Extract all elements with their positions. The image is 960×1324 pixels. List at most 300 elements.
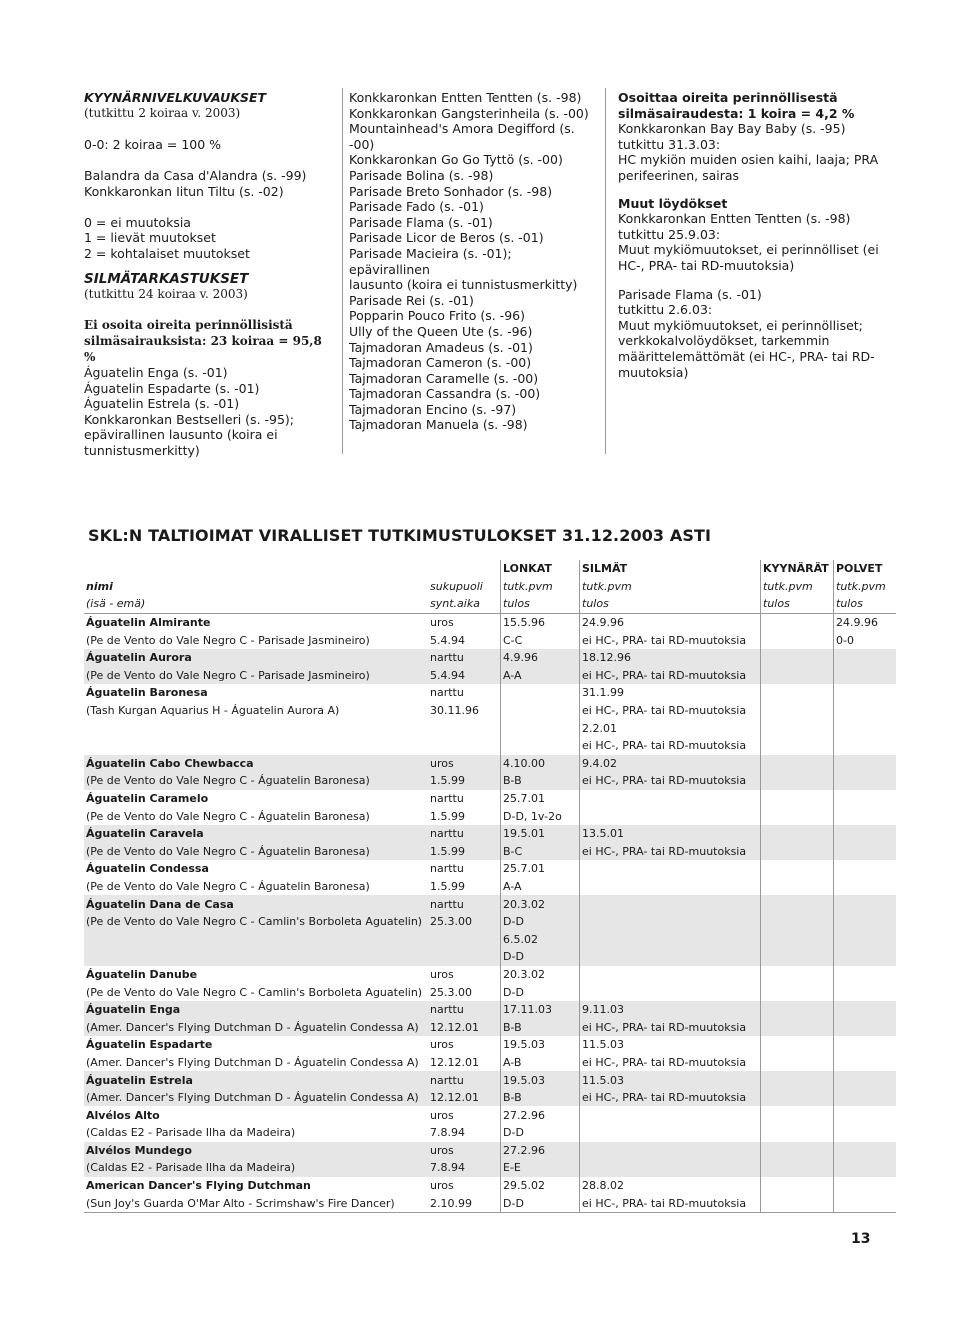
- table-cell: [834, 1177, 897, 1195]
- table-cell: [761, 684, 834, 702]
- table-cell: [834, 1194, 897, 1212]
- table-cell: D-D: [501, 1124, 580, 1142]
- table-row: [84, 1159, 896, 1177]
- affected-heading: silmäsairaudesta: 1 koira = 4,2 %: [618, 105, 855, 121]
- table-cell: Águatelin Dana de Casa: [86, 897, 234, 911]
- table-row: [84, 1001, 896, 1019]
- table-cell: 24.9.96: [834, 613, 897, 631]
- header-cell: LONKAT: [501, 560, 580, 578]
- table-cell: [761, 878, 834, 896]
- elbow-stat: 0-0: 2 koiraa = 100 %: [84, 136, 222, 152]
- table-cell: uros: [430, 1038, 454, 1052]
- eye-dog: Konkkaronkan Go Go Tyttö (s. -00): [349, 152, 563, 168]
- column-2: [349, 90, 589, 433]
- table-row: [84, 948, 896, 966]
- table-cell: 27.2.96: [501, 1106, 580, 1124]
- page-number: 13: [851, 1231, 871, 1247]
- table-row: [84, 649, 896, 667]
- header-cell: synt.aika: [430, 597, 480, 611]
- table-row: [84, 1036, 896, 1054]
- table-cell: (Caldas E2 - Parisade Ilha da Madeira): [86, 1161, 296, 1175]
- table-header-row: [84, 578, 896, 596]
- table-cell: 19.5.03: [501, 1036, 580, 1054]
- table-cell: Águatelin Espadarte: [86, 1038, 213, 1052]
- table-cell: [761, 1001, 834, 1019]
- eye-dog: Konkkaronkan Bestselleri (s. -95);: [84, 411, 295, 427]
- table-cell: ei HC-, PRA- tai RD-muutoksia: [580, 737, 761, 755]
- table-cell: [761, 843, 834, 861]
- header-cell: tutk.pvm: [834, 578, 897, 596]
- eye-dog: lausunto (koira ei tunnistusmerkitty): [349, 277, 578, 293]
- table-cell: [834, 843, 897, 861]
- elbow-subheading: (tutkittu 2 koiraa v. 2003): [84, 105, 241, 120]
- table-cell: 18.12.96: [580, 649, 761, 667]
- table-cell: D-D, 1v-2o: [501, 807, 580, 825]
- header-cell: tulos: [834, 595, 897, 613]
- eye-dog: Mountainhead's Amora Degifford (s. -00): [349, 121, 575, 152]
- column-divider: [342, 88, 343, 454]
- eye-dog: Tajmadoran Caramelle (s. -00): [349, 370, 539, 386]
- table-cell: [761, 1124, 834, 1142]
- table-cell: 12.12.01: [430, 1091, 479, 1105]
- header-cell: POLVET: [834, 560, 897, 578]
- eye-dog: Parisade Licor de Beros (s. -01): [349, 230, 544, 246]
- table-cell: [428, 948, 501, 966]
- table-row: [84, 1089, 896, 1107]
- table-cell: [761, 755, 834, 773]
- eye-dog: Parisade Rei (s. -01): [349, 292, 474, 308]
- eye-dog: Tajmadoran Cassandra (s. -00): [349, 386, 541, 402]
- table-cell: 6.5.02: [501, 930, 580, 948]
- elbow-dog: Balandra da Casa d'Alandra (s. -99): [84, 167, 307, 183]
- table-cell: [834, 825, 897, 843]
- table-cell: [761, 1018, 834, 1036]
- table-cell: C-C: [501, 631, 580, 649]
- table-row: [84, 1194, 896, 1212]
- table-cell: [580, 913, 761, 931]
- table-cell: [834, 948, 897, 966]
- table-cell: [834, 1159, 897, 1177]
- table-cell: 12.12.01: [430, 1055, 479, 1069]
- table-cell: Águatelin Caramelo: [86, 792, 209, 806]
- table-cell: [834, 790, 897, 808]
- table-cell: uros: [428, 613, 501, 631]
- elbow-heading: KYYNÄRNIVELKUVAUKSET: [84, 90, 267, 105]
- table-row: [84, 1054, 896, 1072]
- eye-dog: Tajmadoran Manuela (s. -98): [349, 417, 528, 433]
- eye-dog: Parisade Macieira (s. -01); epävirallinen: [349, 245, 512, 277]
- table-cell: [84, 719, 428, 737]
- header-cell: (isä - emä): [86, 597, 146, 611]
- table-cell: A-A: [501, 878, 580, 896]
- table-cell: [761, 948, 834, 966]
- legend-line: 0 = ei muutoksia: [84, 214, 191, 230]
- table-cell: 7.8.94: [430, 1161, 465, 1175]
- table-cell: [761, 983, 834, 1001]
- finding-line: Parisade Flama (s. -01): [618, 286, 762, 302]
- table-cell: narttu: [430, 897, 464, 911]
- column-1: [84, 90, 328, 459]
- table-cell: American Dancer's Flying Dutchman: [86, 1179, 311, 1193]
- table-cell: narttu: [430, 651, 464, 665]
- table-row: [84, 913, 896, 931]
- table-cell: 12.12.01: [430, 1020, 479, 1034]
- table-cell: A-B: [501, 1054, 580, 1072]
- table-cell: 20.3.02: [501, 966, 580, 984]
- table-cell: narttu: [430, 827, 464, 841]
- table-cell: 1.5.99: [430, 879, 465, 893]
- table-cell: [761, 667, 834, 685]
- table-cell: ei HC-, PRA- tai RD-muutoksia: [580, 702, 761, 720]
- table-cell: Águatelin Caravela: [86, 827, 204, 841]
- finding-line: tutkittu 31.3.03:: [618, 136, 721, 152]
- eye-dog: Águatelin Enga (s. -01): [84, 365, 228, 381]
- table-cell: [580, 1106, 761, 1124]
- header-cell: SILMÄT: [580, 560, 761, 578]
- table-cell: (Amer. Dancer's Flying Dutchman D - Águatelin Condessa A): [86, 1091, 419, 1105]
- table-cell: [834, 930, 897, 948]
- other-findings-heading: Muut löydökset: [618, 195, 728, 211]
- table-cell: [761, 1177, 834, 1195]
- table-cell: [580, 983, 761, 1001]
- table-cell: uros: [430, 1108, 454, 1122]
- table-row: [84, 930, 896, 948]
- table-cell: ei HC-, PRA- tai RD-muutoksia: [580, 843, 761, 861]
- table-row: [84, 983, 896, 1001]
- eye-dog: epävirallinen lausunto (koira ei: [84, 427, 278, 443]
- table-cell: [761, 1142, 834, 1160]
- eye-dog: Parisade Bolina (s. -98): [349, 167, 494, 183]
- table-cell: [761, 895, 834, 913]
- table-cell: [834, 755, 897, 773]
- table-cell: [580, 860, 761, 878]
- table-row: [84, 1071, 896, 1089]
- finding-line: tutkittu 2.6.03:: [618, 302, 713, 318]
- table-row: [84, 772, 896, 790]
- table-cell: 25.7.01: [501, 790, 580, 808]
- table-cell: [580, 1159, 761, 1177]
- table-row: [84, 1106, 896, 1124]
- table-cell: [761, 930, 834, 948]
- table-cell: 29.5.02: [501, 1177, 580, 1195]
- header-cell: tutk.pvm: [501, 578, 580, 596]
- table-cell: [834, 1001, 897, 1019]
- finding-line: perifeerinen, sairas: [618, 167, 740, 183]
- table-cell: [580, 966, 761, 984]
- table-cell: B-B: [501, 1089, 580, 1107]
- table-cell: narttu: [430, 1003, 464, 1017]
- table-cell: [580, 807, 761, 825]
- table-cell: [834, 1089, 897, 1107]
- table-cell: D-D: [501, 1194, 580, 1212]
- table-cell: 4.9.96: [501, 649, 580, 667]
- table-cell: 1.5.99: [430, 844, 465, 858]
- table-cell: [834, 895, 897, 913]
- table-cell: narttu: [430, 1073, 464, 1087]
- table-cell: Águatelin Cabo Chewbacca: [86, 756, 254, 770]
- table-row: [84, 1177, 896, 1195]
- table-cell: [761, 807, 834, 825]
- table-cell: [761, 913, 834, 931]
- table-cell: 2.10.99: [428, 1194, 501, 1212]
- table-cell: Águatelin Estrela: [86, 1073, 193, 1087]
- table-cell: 20.3.02: [501, 895, 580, 913]
- table-row: [84, 755, 896, 773]
- table-row: [84, 966, 896, 984]
- table-row: [84, 843, 896, 861]
- table-cell: 24.9.96: [580, 613, 761, 631]
- table-cell: 7.8.94: [430, 1126, 465, 1140]
- finding-line: Konkkaronkan Entten Tentten (s. -98): [618, 211, 851, 227]
- table-row: [84, 684, 896, 702]
- table-cell: [834, 719, 897, 737]
- table-row: [84, 895, 896, 913]
- table-cell: [501, 719, 580, 737]
- legend-line: 2 = kohtalaiset muutokset: [84, 245, 250, 261]
- table-cell: [84, 737, 428, 755]
- table-cell: 11.5.03: [580, 1036, 761, 1054]
- table-title: SKL:N TALTIOIMAT VIRALLISET TUTKIMUSTULOKSET 31.12.2003 ASTI: [88, 526, 712, 545]
- table-cell: ei HC-, PRA- tai RD-muutoksia: [580, 1089, 761, 1107]
- table-cell: [501, 702, 580, 720]
- table-cell: [834, 684, 897, 702]
- table-cell: [501, 684, 580, 702]
- table-cell: [84, 930, 428, 948]
- table-cell: A-A: [501, 667, 580, 685]
- table-cell: 25.3.00: [430, 985, 472, 999]
- eye-heading: SILMÄTARKASTUKSET: [84, 270, 249, 287]
- table-cell: 4.10.00: [501, 755, 580, 773]
- table-cell: (Amer. Dancer's Flying Dutchman D - Águatelin Condessa A): [86, 1020, 419, 1034]
- column-3: [618, 90, 880, 380]
- table-cell: [761, 702, 834, 720]
- table-cell: [834, 1036, 897, 1054]
- table-cell: 25.3.00: [430, 915, 472, 929]
- finding-line: HC mykiön muiden osien kaihi, laaja; PRA: [618, 152, 879, 168]
- header-cell: tulos: [761, 595, 834, 613]
- table-cell: [761, 772, 834, 790]
- table-cell: [84, 948, 428, 966]
- table-cell: [428, 737, 501, 755]
- table-cell: 2.2.01: [580, 719, 761, 737]
- table-cell: narttu: [430, 792, 464, 806]
- eye-dog: Parisade Flama (s. -01): [349, 214, 493, 230]
- table-cell: (Pe de Vento do Vale Negro C - Águatelin Baronesa): [86, 809, 370, 823]
- table-cell: 28.8.02: [580, 1177, 761, 1195]
- table-cell: Águatelin Almirante: [84, 613, 428, 631]
- table-row: [84, 737, 896, 755]
- eye-dog: Parisade Fado (s. -01): [349, 199, 484, 215]
- table-cell: ei HC-, PRA- tai RD-muutoksia: [580, 667, 761, 685]
- column-divider: [605, 88, 606, 454]
- table-header-row: [84, 595, 896, 613]
- table-row: [84, 860, 896, 878]
- finding-line: HC-, PRA- tai RD-muutoksia): [618, 257, 795, 273]
- table-cell: 5.4.94: [430, 668, 465, 682]
- table-cell: uros: [430, 1179, 454, 1193]
- table-cell: [761, 860, 834, 878]
- table-cell: ei HC-, PRA- tai RD-muutoksia: [580, 1054, 761, 1072]
- table-cell: [834, 702, 897, 720]
- eye-subheading: (tutkittu 24 koiraa v. 2003): [84, 287, 248, 302]
- table-cell: 15.5.96: [501, 613, 580, 631]
- table-cell: B-C: [501, 843, 580, 861]
- table-cell: (Sun Joy's Guarda O'Mar Alto - Scrimshaw's Fire Dancer): [84, 1194, 428, 1212]
- table-cell: [761, 966, 834, 984]
- table-cell: [834, 913, 897, 931]
- table-cell: [580, 895, 761, 913]
- header-cell: nimi: [86, 579, 113, 593]
- elbow-dog: Konkkaronkan Iitun Tiltu (s. -02): [84, 183, 284, 199]
- table-cell: [761, 649, 834, 667]
- table-cell: [834, 1142, 897, 1160]
- table-cell: 11.5.03: [580, 1071, 761, 1089]
- table-cell: (Pe de Vento do Vale Negro C - Parisade Jasmineiro): [86, 633, 370, 647]
- table-row: [84, 825, 896, 843]
- table-cell: [834, 667, 897, 685]
- table-cell: [834, 649, 897, 667]
- table-cell: 9.4.02: [580, 755, 761, 773]
- affected-heading: Osoittaa oireita perinnöllisestä: [618, 90, 838, 105]
- table-cell: 1.5.99: [430, 774, 465, 788]
- finding-line: muutoksia): [618, 364, 689, 380]
- table-cell: [834, 966, 897, 984]
- table-cell: [834, 1054, 897, 1072]
- eye-dog: Águatelin Estrela (s. -01): [84, 396, 240, 412]
- table-cell: (Pe de Vento do Vale Negro C - Camlin's Borboleta Aguatelin): [86, 985, 423, 999]
- table-cell: [580, 790, 761, 808]
- table-cell: uros: [430, 756, 454, 770]
- table-row: [84, 613, 896, 631]
- table-cell: E-E: [501, 1159, 580, 1177]
- table-cell: [761, 737, 834, 755]
- table-row: [84, 807, 896, 825]
- table-cell: [834, 1071, 897, 1089]
- table-cell: 17.11.03: [501, 1001, 580, 1019]
- table-cell: 5.4.94: [430, 633, 465, 647]
- table-cell: [761, 825, 834, 843]
- header-cell: tulos: [501, 595, 580, 613]
- finding-line: Konkkaronkan Bay Bay Baby (s. -95): [618, 121, 846, 137]
- eye-dog: Águatelin Espadarte (s. -01): [84, 380, 260, 396]
- table-cell: [761, 631, 834, 649]
- table-cell: 19.5.01: [501, 825, 580, 843]
- eye-dog: Konkkaronkan Gangsterinheila (s. -00): [349, 105, 589, 121]
- table-cell: [834, 983, 897, 1001]
- table-cell: ei HC-, PRA- tai RD-muutoksia: [580, 772, 761, 790]
- table-cell: [761, 1089, 834, 1107]
- finding-line: määrittelemättömät (ei HC-, PRA- tai RD-: [618, 348, 875, 364]
- table-cell: 1.5.99: [430, 809, 465, 823]
- table-cell: [761, 1159, 834, 1177]
- table-cell: [761, 1106, 834, 1124]
- finding-line: Muut mykiömuutokset, ei perinnölliset;: [618, 317, 863, 333]
- table-cell: [580, 930, 761, 948]
- table-cell: Alvélos Mundego: [86, 1143, 192, 1157]
- eye-dog: Popparin Pouco Frito (s. -96): [349, 308, 525, 324]
- table-cell: 13.5.01: [580, 825, 761, 843]
- table-cell: 0-0: [834, 631, 897, 649]
- eye-dog: Tajmadoran Encino (s. -97): [349, 401, 517, 417]
- table-cell: (Pe de Vento do Vale Negro C - Parisade Jasmineiro): [86, 668, 370, 682]
- table-cell: [580, 878, 761, 896]
- table-cell: 9.11.03: [580, 1001, 761, 1019]
- header-cell: [84, 560, 428, 578]
- table-cell: [761, 1071, 834, 1089]
- table-row: [84, 631, 896, 649]
- table-cell: [580, 1124, 761, 1142]
- table-cell: Águatelin Danube: [86, 967, 198, 981]
- table-cell: [761, 613, 834, 631]
- eye-stat-line: silmäsairauksista: 23 koiraa = 95,8 %: [84, 333, 322, 364]
- table-cell: [501, 737, 580, 755]
- table-cell: [834, 1106, 897, 1124]
- table-row: [84, 702, 896, 720]
- finding-line: verkkokalvolöydökset, tarkemmin: [618, 333, 830, 349]
- table-cell: 31.1.99: [580, 684, 761, 702]
- table-cell: B-B: [501, 772, 580, 790]
- eye-dog: Ully of the Queen Ute (s. -96): [349, 323, 533, 339]
- table-cell: [834, 860, 897, 878]
- table-cell: [428, 719, 501, 737]
- table-cell: (Pe de Vento do Vale Negro C - Águatelin Baronesa): [86, 844, 370, 858]
- table-cell: Águatelin Condessa: [86, 862, 209, 876]
- table-cell: ei HC-, PRA- tai RD-muutoksia: [580, 631, 761, 649]
- eye-dog: tunnistusmerkitty): [84, 443, 200, 459]
- table-row: [84, 1142, 896, 1160]
- table-row: [84, 878, 896, 896]
- table-cell: (Caldas E2 - Parisade Ilha da Madeira): [86, 1126, 296, 1140]
- table-cell: [834, 737, 897, 755]
- table-cell: D-D: [501, 983, 580, 1001]
- table-cell: [834, 1124, 897, 1142]
- table-cell: uros: [430, 967, 454, 981]
- table-row: [84, 790, 896, 808]
- table-cell: (Pe de Vento do Vale Negro C - Águatelin Baronesa): [86, 774, 370, 788]
- table-cell: 30.11.96: [430, 704, 479, 718]
- results-table: [84, 560, 896, 1213]
- table-cell: [834, 1018, 897, 1036]
- table-cell: [428, 930, 501, 948]
- table-cell: (Pe de Vento do Vale Negro C - Camlin's Borboleta Aguatelin): [86, 915, 423, 929]
- eye-dog: Tajmadoran Amadeus (s. -01): [349, 339, 533, 355]
- table-row: [84, 1124, 896, 1142]
- eye-dog: Parisade Breto Sonhador (s. -98): [349, 183, 553, 199]
- table-cell: [834, 878, 897, 896]
- table-cell: Águatelin Aurora: [86, 651, 192, 665]
- table-cell: ei HC-, PRA- tai RD-muutoksia: [580, 1194, 761, 1212]
- table-cell: [580, 948, 761, 966]
- header-cell: tutk.pvm: [580, 578, 761, 596]
- table-header-row: [84, 560, 896, 578]
- table-cell: Alvélos Alto: [86, 1108, 160, 1122]
- table-cell: 19.5.03: [501, 1071, 580, 1089]
- header-cell: tutk.pvm: [761, 578, 834, 596]
- table-cell: [834, 807, 897, 825]
- table-cell: [761, 790, 834, 808]
- table-cell: [761, 1036, 834, 1054]
- table-cell: [834, 772, 897, 790]
- eye-dog: Tajmadoran Cameron (s. -00): [349, 355, 532, 371]
- table-cell: (Pe de Vento do Vale Negro C - Águatelin Baronesa): [86, 879, 370, 893]
- header-cell: [428, 560, 501, 578]
- table-cell: D-D: [501, 948, 580, 966]
- table-cell: (Tash Kurgan Aquarius H - Águatelin Aurora A): [86, 704, 340, 718]
- table-cell: (Amer. Dancer's Flying Dutchman D - Águatelin Condessa A): [86, 1055, 419, 1069]
- table-row: [84, 719, 896, 737]
- header-cell: sukupuoli: [430, 579, 483, 593]
- table-cell: narttu: [430, 862, 464, 876]
